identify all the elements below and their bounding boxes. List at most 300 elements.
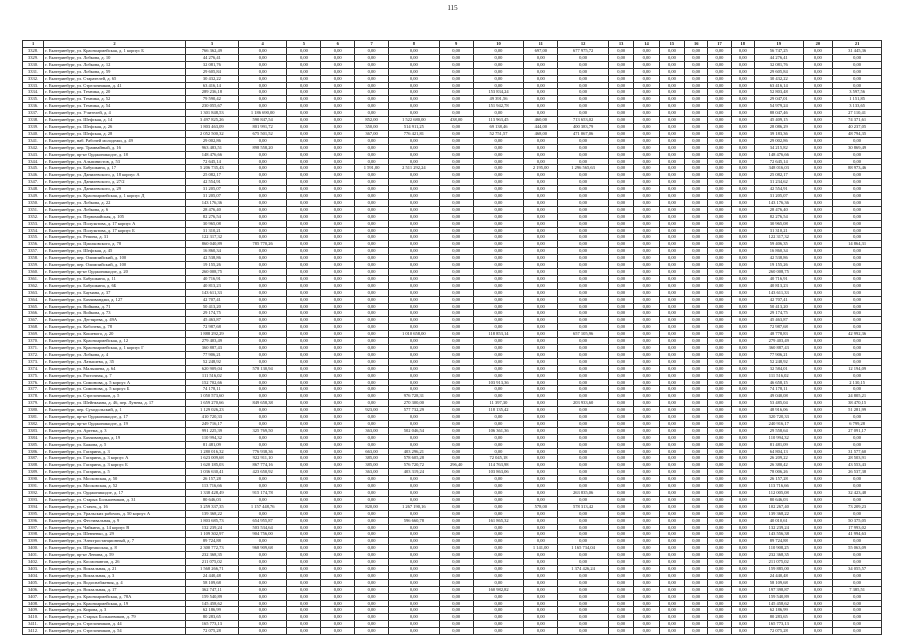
amount-cell: 363,00: [355, 469, 389, 476]
amount-cell: 0,00: [634, 565, 659, 572]
amount-cell: 0,00: [238, 275, 287, 282]
amount-cell: 0,00: [803, 517, 833, 524]
amount-cell: 1 803 685,73: [185, 517, 238, 524]
address-cell: г. Екатеринбург, ул. Стрелочников, д. 44: [44, 621, 186, 628]
column-number-18: 18: [731, 41, 754, 48]
amount-cell: 0,00: [321, 282, 355, 289]
row-number-cell: 3347.: [23, 179, 44, 186]
amount-cell: 41 994,63: [833, 531, 882, 538]
amount-cell: 0,00: [685, 552, 708, 559]
amount-cell: 0,00: [238, 165, 287, 172]
amount-cell: 0,00: [708, 296, 731, 303]
row-number-cell: 3362.: [23, 282, 44, 289]
amount-cell: 0,00: [287, 365, 321, 372]
amount-cell: 0,00: [608, 255, 633, 262]
amount-cell: 0,00: [833, 476, 882, 483]
amount-cell: 0,00: [524, 144, 558, 151]
amount-cell: 0,00: [558, 213, 609, 220]
amount-cell: 0,00: [524, 289, 558, 296]
amount-cell: 0,00: [287, 331, 321, 338]
amount-cell: 0,00: [558, 365, 609, 372]
address-cell: г. Екатеринбург, ул. Шефская, д. 14: [44, 117, 186, 124]
amount-cell: 0,00: [524, 441, 558, 448]
amount-cell: 0,00: [558, 144, 609, 151]
amount-cell: 0,00: [355, 193, 389, 200]
amount-cell: 0,00: [731, 414, 754, 421]
amount-cell: 0,00: [287, 179, 321, 186]
amount-cell: 0,00: [803, 137, 833, 144]
amount-cell: 0,00: [659, 441, 684, 448]
amount-cell: 0,00: [355, 103, 389, 110]
amount-cell: 0,00: [608, 386, 633, 393]
amount-cell: 0,00: [634, 503, 659, 510]
amount-cell: 0,00: [238, 496, 287, 503]
amount-cell: 0,00: [634, 483, 659, 490]
amount-cell: 0,00: [238, 68, 287, 75]
amount-cell: 0,00: [608, 351, 633, 358]
amount-cell: 161 865,32: [473, 517, 524, 524]
amount-cell: 0,00: [833, 338, 882, 345]
amount-cell: 0,00: [473, 48, 524, 55]
amount-cell: 0,00: [608, 372, 633, 379]
amount-cell: 0,00: [803, 172, 833, 179]
amount-cell: 0,00: [833, 289, 882, 296]
address-cell: г. Екатеринбург, пер. Трамвайный, д. 16: [44, 144, 186, 151]
amount-cell: 0,00: [238, 600, 287, 607]
amount-cell: 0,00: [634, 545, 659, 552]
amount-cell: 2 195,00: [524, 165, 558, 172]
amount-cell: 0,00: [659, 414, 684, 421]
amount-cell: 0,00: [803, 600, 833, 607]
table-row: [23, 269, 882, 276]
amount-cell: 0,00: [524, 54, 558, 61]
amount-cell: 0,00: [685, 434, 708, 441]
amount-cell: 460,00: [524, 117, 558, 124]
amount-cell: 0,00: [388, 48, 439, 55]
row-number-cell: 3363.: [23, 289, 44, 296]
amount-cell: 0,00: [287, 455, 321, 462]
amount-cell: 0,00: [608, 110, 633, 117]
amount-cell: 0,00: [731, 275, 754, 282]
amount-cell: 0,00: [634, 469, 659, 476]
amount-cell: 28 476,40: [754, 206, 803, 213]
amount-cell: 0,00: [388, 61, 439, 68]
address-cell: г. Екатеринбург, ул. Лобкова, д. 22: [44, 199, 186, 206]
row-number-cell: 3391.: [23, 483, 44, 490]
amount-cell: 0,00: [388, 54, 439, 61]
amount-cell: 0,00: [473, 358, 524, 365]
amount-cell: 34 055,57: [833, 565, 882, 572]
amount-cell: 0,00: [321, 179, 355, 186]
amount-cell: 0,00: [608, 393, 633, 400]
amount-cell: 0,00: [685, 600, 708, 607]
amount-cell: 0,00: [803, 75, 833, 82]
amount-cell: 29 558,64: [754, 427, 803, 434]
amount-cell: 0,00: [634, 448, 659, 455]
amount-cell: 0,00: [558, 552, 609, 559]
amount-cell: 0,00: [708, 386, 731, 393]
amount-cell: 0,00: [388, 414, 439, 421]
amount-cell: 0,00: [634, 496, 659, 503]
amount-cell: 0,00: [708, 234, 731, 241]
amount-cell: 0,00: [388, 545, 439, 552]
amount-cell: 1 036 630,41: [185, 469, 238, 476]
amount-cell: 0,00: [803, 158, 833, 165]
amount-cell: 159 540,89: [185, 593, 238, 600]
amount-cell: 63 416,14: [185, 82, 238, 89]
amount-cell: 0,00: [439, 469, 473, 476]
amount-cell: 0,00: [238, 593, 287, 600]
amount-cell: 296,40: [439, 462, 473, 469]
amount-cell: 0,00: [803, 248, 833, 255]
amount-cell: 0,00: [321, 193, 355, 200]
amount-cell: 0,00: [659, 241, 684, 248]
amount-cell: 0,00: [731, 303, 754, 310]
amount-cell: 0,00: [833, 510, 882, 517]
amount-cell: 0,00: [321, 400, 355, 407]
amount-cell: 0,00: [238, 310, 287, 317]
amount-cell: 82 276,54: [185, 213, 238, 220]
amount-cell: 348 016,03: [754, 165, 803, 172]
amount-cell: 0,00: [439, 448, 473, 455]
amount-cell: 0,00: [659, 234, 684, 241]
amount-cell: 0,00: [558, 358, 609, 365]
amount-cell: 578 130,94: [238, 365, 287, 372]
amount-cell: 110 994,32: [754, 434, 803, 441]
amount-cell: 0,00: [524, 310, 558, 317]
amount-cell: 0,00: [803, 296, 833, 303]
amount-cell: 0,00: [287, 483, 321, 490]
amount-cell: 0,00: [803, 545, 833, 552]
amount-cell: 0,00: [473, 538, 524, 545]
amount-cell: 0,00: [731, 441, 754, 448]
amount-cell: 0,00: [321, 365, 355, 372]
amount-cell: 0,00: [558, 607, 609, 614]
amount-cell: 0,00: [238, 269, 287, 276]
amount-cell: 0,00: [524, 483, 558, 490]
amount-cell: 0,00: [833, 172, 882, 179]
amount-cell: 113 716,66: [185, 483, 238, 490]
address-cell: г. Екатеринбург, пр-кт Орджоникидзе, д. 19: [44, 420, 186, 427]
amount-cell: 867 774,16: [238, 462, 287, 469]
amount-cell: 0,00: [388, 441, 439, 448]
amount-cell: 0,00: [731, 165, 754, 172]
amount-cell: 72 645,14: [754, 158, 803, 165]
amount-cell: 0,00: [634, 372, 659, 379]
amount-cell: 0,00: [708, 303, 731, 310]
amount-cell: 0,00: [685, 565, 708, 572]
amount-cell: 30 432,22: [754, 75, 803, 82]
amount-cell: 0,00: [731, 89, 754, 96]
amount-cell: 0,00: [287, 144, 321, 151]
amount-cell: 5 206 735,43: [185, 165, 238, 172]
amount-cell: 0,00: [287, 600, 321, 607]
amount-cell: 0,00: [731, 372, 754, 379]
amount-cell: 0,00: [833, 628, 882, 635]
amount-cell: 0,00: [355, 565, 389, 572]
amount-cell: 0,00: [388, 559, 439, 566]
amount-cell: 0,00: [833, 310, 882, 317]
amount-cell: 0,00: [659, 82, 684, 89]
amount-cell: 0,00: [685, 420, 708, 427]
amount-cell: 0,00: [634, 158, 659, 165]
amount-cell: 576 720,72: [388, 462, 439, 469]
amount-cell: 0,00: [355, 220, 389, 227]
amount-cell: 0,00: [833, 324, 882, 331]
amount-cell: 0,00: [439, 407, 473, 414]
amount-cell: 143 556,38: [754, 531, 803, 538]
amount-cell: 0,00: [473, 282, 524, 289]
amount-cell: 0,00: [321, 151, 355, 158]
amount-cell: 0,00: [238, 262, 287, 269]
table-row: [23, 365, 882, 372]
amount-cell: 148 476,66: [754, 151, 803, 158]
row-number-cell: 3386.: [23, 448, 44, 455]
amount-cell: 0,00: [287, 344, 321, 351]
address-cell: г. Екатеринбург, ул. Первомайская, д. 105: [44, 213, 186, 220]
amount-cell: 31 205,07: [185, 193, 238, 200]
amount-cell: 0,00: [473, 54, 524, 61]
amount-cell: 46 658,15: [754, 379, 803, 386]
amount-cell: 0,00: [473, 490, 524, 497]
table-row: [23, 61, 882, 68]
amount-cell: 0,00: [473, 82, 524, 89]
amount-cell: 0,00: [439, 358, 473, 365]
amount-cell: 0,00: [439, 344, 473, 351]
amount-cell: 0,00: [608, 607, 633, 614]
amount-cell: 3 497 825,26: [185, 117, 238, 124]
amount-cell: 52 803,48: [754, 89, 803, 96]
amount-cell: 0,00: [634, 586, 659, 593]
address-cell: г. Екатеринбург, ул. Симонова, д. 5 корпус А: [44, 379, 186, 386]
amount-cell: 0,00: [524, 586, 558, 593]
amount-cell: 0,00: [524, 469, 558, 476]
amount-cell: 74 178,11: [754, 386, 803, 393]
amount-cell: 1 803 463,09: [185, 123, 238, 130]
row-number-cell: 3390.: [23, 476, 44, 483]
amount-cell: 26 209,22: [754, 455, 803, 462]
row-number-cell: 3333.: [23, 82, 44, 89]
amount-cell: 0,00: [473, 227, 524, 234]
amount-cell: 0,00: [731, 227, 754, 234]
amount-cell: 0,00: [685, 144, 708, 151]
address-cell: г. Екатеринбург, ул. Вокзальная, д. 21: [44, 565, 186, 572]
amount-cell: 0,00: [238, 234, 287, 241]
amount-cell: 0,00: [685, 172, 708, 179]
amount-cell: 0,00: [708, 275, 731, 282]
amount-cell: 0,00: [634, 137, 659, 144]
amount-cell: 0,00: [659, 130, 684, 137]
amount-cell: 0,00: [321, 289, 355, 296]
amount-cell: 0,00: [803, 476, 833, 483]
amount-cell: 0,00: [833, 483, 882, 490]
amount-cell: 0,00: [321, 317, 355, 324]
amount-cell: 0,00: [287, 96, 321, 103]
amount-cell: 0,00: [321, 607, 355, 614]
amount-cell: 0,00: [321, 490, 355, 497]
amount-cell: 0,00: [238, 324, 287, 331]
row-number-cell: 3398.: [23, 531, 44, 538]
amount-cell: 0,00: [321, 54, 355, 61]
amount-cell: 0,00: [803, 565, 833, 572]
amount-cell: 0,00: [659, 68, 684, 75]
amount-cell: 0,00: [524, 379, 558, 386]
amount-cell: 0,00: [608, 338, 633, 345]
amount-cell: 0,00: [803, 144, 833, 151]
amount-cell: 0,00: [608, 144, 633, 151]
amount-cell: 0,00: [608, 130, 633, 137]
table-row: [23, 338, 882, 345]
amount-cell: 0,00: [833, 303, 882, 310]
amount-cell: 0,00: [238, 54, 287, 61]
table-row: [23, 572, 882, 579]
amount-cell: 0,00: [558, 476, 609, 483]
amount-cell: 0,00: [634, 593, 659, 600]
amount-cell: 0,00: [659, 358, 684, 365]
amount-cell: 968 909,68: [238, 545, 287, 552]
amount-cell: 0,00: [731, 262, 754, 269]
amount-cell: 0,00: [388, 344, 439, 351]
amount-cell: 363,00: [355, 427, 389, 434]
amount-cell: 0,00: [803, 193, 833, 200]
amount-cell: 0,00: [708, 193, 731, 200]
amount-cell: 0,00: [473, 324, 524, 331]
amount-cell: 849 658,38: [238, 400, 287, 407]
amount-cell: 249 716,17: [185, 420, 238, 427]
amount-cell: 0,00: [287, 579, 321, 586]
amount-cell: 0,00: [439, 241, 473, 248]
amount-cell: 0,00: [803, 386, 833, 393]
amount-cell: 0,00: [833, 600, 882, 607]
amount-cell: 0,00: [634, 144, 659, 151]
amount-cell: 0,00: [524, 82, 558, 89]
amount-cell: 88 973,46: [833, 165, 882, 172]
amount-cell: 0,00: [439, 303, 473, 310]
amount-cell: 0,00: [803, 427, 833, 434]
amount-cell: 0,00: [439, 82, 473, 89]
amount-cell: 0,00: [608, 559, 633, 566]
amount-cell: 0,00: [685, 54, 708, 61]
amount-cell: 0,00: [238, 255, 287, 262]
row-number-cell: 3353.: [23, 220, 44, 227]
row-number-cell: 3350.: [23, 199, 44, 206]
amount-cell: 0,00: [439, 282, 473, 289]
amount-cell: 0,00: [685, 407, 708, 414]
amount-cell: 438,00: [439, 117, 473, 124]
amount-cell: 1 591,00: [355, 165, 389, 172]
amount-cell: 0,00: [439, 559, 473, 566]
amount-cell: 0,00: [731, 310, 754, 317]
amount-cell: 0,00: [355, 600, 389, 607]
amount-cell: 0,00: [439, 220, 473, 227]
row-number-cell: 3368.: [23, 324, 44, 331]
amount-cell: 0,00: [608, 213, 633, 220]
address-cell: г. Екатеринбург, ул. Войкова, д. 73: [44, 310, 186, 317]
amount-cell: 0,00: [238, 282, 287, 289]
row-number-cell: 3331.: [23, 68, 44, 75]
amount-cell: 0,00: [355, 351, 389, 358]
amount-cell: 0,00: [634, 607, 659, 614]
amount-cell: 0,00: [708, 427, 731, 434]
amount-cell: 0,00: [321, 186, 355, 193]
amount-cell: 0,00: [731, 351, 754, 358]
amount-cell: 0,00: [608, 469, 633, 476]
amount-cell: 0,00: [708, 137, 731, 144]
amount-cell: 0,00: [287, 441, 321, 448]
amount-cell: 0,00: [287, 476, 321, 483]
amount-cell: 0,00: [833, 137, 882, 144]
amount-cell: 0,00: [685, 414, 708, 421]
amount-cell: 0,00: [558, 372, 609, 379]
amount-cell: 0,00: [731, 48, 754, 55]
amount-cell: 0,00: [685, 586, 708, 593]
amount-cell: 26 380,42: [754, 462, 803, 469]
table-row: [23, 151, 882, 158]
amount-cell: 0,00: [439, 110, 473, 117]
amount-cell: 0,00: [558, 82, 609, 89]
amount-cell: 0,00: [388, 386, 439, 393]
amount-cell: 0,00: [439, 54, 473, 61]
amount-cell: 211 075,02: [185, 559, 238, 566]
amount-cell: 0,00: [439, 144, 473, 151]
amount-cell: 0,00: [238, 82, 287, 89]
amount-cell: 0,00: [238, 158, 287, 165]
amount-cell: 0,00: [708, 158, 731, 165]
amount-cell: 14 864,31: [833, 241, 882, 248]
amount-cell: 0,00: [731, 137, 754, 144]
amount-cell: 0,00: [708, 524, 731, 531]
amount-cell: 0,00: [659, 227, 684, 234]
row-number-cell: 3338.: [23, 117, 44, 124]
table-row: [23, 234, 882, 241]
amount-cell: 0,00: [731, 531, 754, 538]
amount-cell: 0,00: [634, 110, 659, 117]
amount-cell: 0,00: [287, 110, 321, 117]
table-row: [23, 414, 882, 421]
amount-cell: 0,00: [659, 158, 684, 165]
amount-cell: 50 375,05: [833, 517, 882, 524]
address-cell: г. Екатеринбург, ул. Дегтярева, д. 49А: [44, 317, 186, 324]
amount-cell: 143 611,33: [754, 289, 803, 296]
amount-cell: 0,00: [558, 414, 609, 421]
amount-cell: 0,00: [731, 621, 754, 628]
amount-cell: 0,00: [731, 579, 754, 586]
amount-cell: 0,00: [473, 607, 524, 614]
table-row: [23, 358, 882, 365]
amount-cell: 0,00: [833, 220, 882, 227]
amount-cell: 0,00: [731, 407, 754, 414]
amount-cell: 0,00: [731, 220, 754, 227]
amount-cell: 0,00: [321, 234, 355, 241]
amount-cell: 0,00: [439, 628, 473, 635]
amount-cell: 0,00: [238, 565, 287, 572]
amount-cell: 0,00: [439, 552, 473, 559]
amount-cell: 0,00: [321, 241, 355, 248]
amount-cell: 0,00: [388, 552, 439, 559]
amount-cell: 0,00: [685, 82, 708, 89]
amount-cell: 0,00: [473, 552, 524, 559]
amount-cell: 0,00: [608, 227, 633, 234]
amount-cell: 0,00: [355, 614, 389, 621]
amount-cell: 0,00: [558, 462, 609, 469]
amount-cell: 29 174,75: [754, 310, 803, 317]
amount-cell: 0,00: [238, 621, 287, 628]
amount-cell: 0,00: [708, 117, 731, 124]
amount-cell: 19 155,26: [754, 262, 803, 269]
amount-cell: 0,00: [524, 303, 558, 310]
amount-cell: 0,00: [321, 517, 355, 524]
amount-cell: 0,00: [634, 324, 659, 331]
